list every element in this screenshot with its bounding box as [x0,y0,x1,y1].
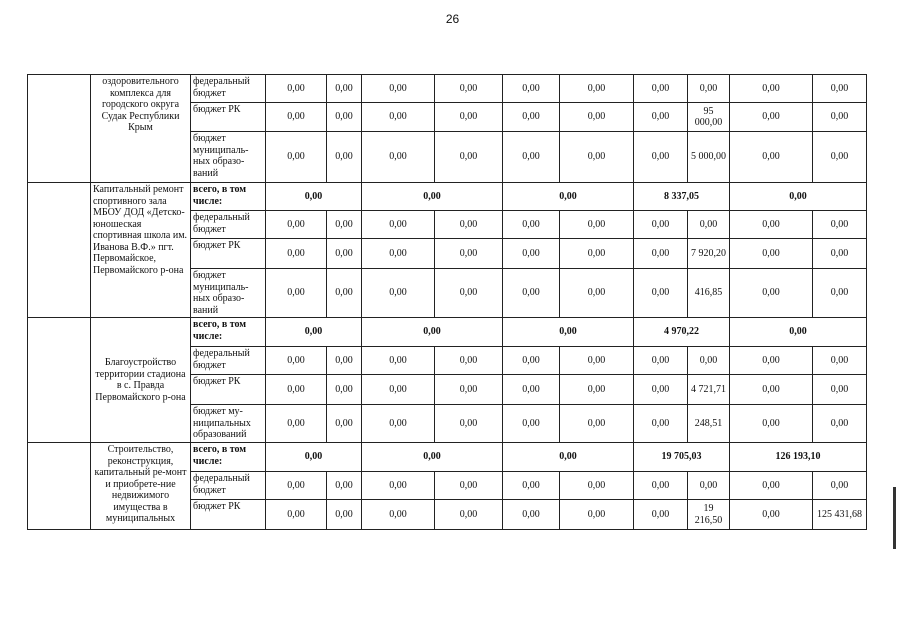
amount-cell: 0,00 [813,132,867,183]
amount-cell: 0,00 [634,75,688,103]
amount-cell: 0,00 [730,103,813,132]
amount-cell: 0,00 [362,375,435,405]
amount-cell: 0,00 [362,239,435,269]
amount-cell: 0,00 [503,500,560,530]
amount-cell: 0,00 [503,472,560,500]
amount-cell: 0,00 [266,239,327,269]
table-row [28,443,905,472]
measure-description: оздоровительного комплекса для городского округа Судак Республики Крым [91,75,191,183]
amount-cell: 0,00 [503,405,560,443]
amount-cell: 0,00 [730,211,813,239]
funding-source: бюджет му-ниципальных образований [191,405,266,443]
amount-cell: 0,00 [327,405,362,443]
amount-cell: 0,00 [327,75,362,103]
amount-cell: 0,00 [435,500,503,530]
amount-cell: 4 721,71 [688,375,730,405]
amount-cell: 0,00 [634,347,688,375]
amount-cell: 0,00 [503,375,560,405]
amount-cell: 0,00 [503,75,560,103]
row-index-cell [28,183,91,318]
amount-cell: 0,00 [503,132,560,183]
amount-cell: 0,00 [730,239,813,269]
amount-cell: 0,00 [560,75,634,103]
amount-cell: 0,00 [435,132,503,183]
total-amount-cell: 0,00 [503,318,634,347]
amount-cell: 0,00 [813,472,867,500]
amount-cell: 0,00 [435,75,503,103]
funding-source: федеральный бюджет [191,211,266,239]
amount-cell: 0,00 [327,347,362,375]
amount-cell: 0,00 [362,269,435,318]
amount-cell: 0,00 [560,211,634,239]
row-index-cell [28,318,91,443]
amount-cell: 0,00 [813,103,867,132]
amount-cell: 0,00 [266,75,327,103]
amount-cell: 0,00 [730,405,813,443]
amount-cell: 0,00 [435,239,503,269]
amount-cell: 0,00 [560,132,634,183]
amount-cell: 0,00 [634,375,688,405]
amount-cell: 0,00 [362,211,435,239]
amount-cell: 0,00 [560,500,634,530]
amount-cell: 5 000,00 [688,132,730,183]
amount-cell: 0,00 [503,211,560,239]
amount-cell: 0,00 [688,211,730,239]
amount-cell: 0,00 [327,239,362,269]
funding-source: бюджет РК [191,375,266,405]
amount-cell: 0,00 [362,472,435,500]
measure-description: Капитальный ремонт спортивного зала МБОУ ДОД «Детско-юношеская спортивная школа им. Иванова В.Ф.» пгт. Первомайское, Первомайского р-она [91,183,191,318]
row-index-cell [28,443,91,530]
amount-cell: 0,00 [560,103,634,132]
amount-cell: 0,00 [688,472,730,500]
measure-description: Строительство, реконструкция, капитальный ре-монт и приобрете-ние недвижимого имущества в муниципальных [91,443,191,530]
amount-cell: 0,00 [435,405,503,443]
amount-cell: 0,00 [560,472,634,500]
amount-cell: 0,00 [634,103,688,132]
amount-cell: 0,00 [813,211,867,239]
amount-cell: 0,00 [266,269,327,318]
measure-description: Благоустройство территории стадиона в с. Правда Первомайского р-она [91,318,191,443]
amount-cell: 0,00 [266,375,327,405]
amount-cell: 0,00 [327,269,362,318]
amount-cell: 0,00 [730,347,813,375]
amount-cell: 0,00 [730,375,813,405]
amount-cell: 0,00 [503,269,560,318]
amount-cell: 0,00 [435,211,503,239]
total-amount-cell: 0,00 [266,443,362,472]
page-number: 26 [445,12,460,26]
budget-table [27,74,905,530]
amount-cell: 0,00 [327,211,362,239]
amount-cell: 0,00 [435,269,503,318]
total-amount-cell: 0,00 [362,318,503,347]
amount-cell: 0,00 [634,269,688,318]
amount-cell: 0,00 [813,75,867,103]
amount-cell: 0,00 [634,132,688,183]
funding-source: бюджет РК [191,239,266,269]
funding-source: федеральный бюджет [191,472,266,500]
amount-cell: 0,00 [730,75,813,103]
total-amount-cell: 126 193,10 [730,443,867,472]
row-index-cell [28,75,91,183]
funding-source: всего, в том числе: [191,318,266,347]
funding-source: бюджет РК [191,103,266,132]
funding-source: федеральный бюджет [191,75,266,103]
total-amount-cell: 4 970,22 [634,318,730,347]
amount-cell: 416,85 [688,269,730,318]
amount-cell: 0,00 [362,75,435,103]
amount-cell: 125 431,68 [813,500,867,530]
amount-cell: 0,00 [503,347,560,375]
total-amount-cell: 0,00 [362,443,503,472]
amount-cell: 0,00 [634,239,688,269]
amount-cell: 0,00 [560,347,634,375]
amount-cell: 0,00 [634,405,688,443]
amount-cell: 0,00 [503,103,560,132]
amount-cell: 0,00 [688,75,730,103]
amount-cell: 0,00 [327,500,362,530]
total-amount-cell: 0,00 [266,318,362,347]
amount-cell: 0,00 [266,103,327,132]
total-amount-cell: 0,00 [503,183,634,211]
funding-source: федеральный бюджет [191,347,266,375]
total-amount-cell: 8 337,05 [634,183,730,211]
amount-cell: 0,00 [266,132,327,183]
amount-cell: 0,00 [813,269,867,318]
table-row [28,183,905,211]
amount-cell: 0,00 [730,132,813,183]
amount-cell: 248,51 [688,405,730,443]
total-amount-cell: 0,00 [503,443,634,472]
amount-cell: 0,00 [362,500,435,530]
total-amount-cell: 0,00 [362,183,503,211]
amount-cell: 0,00 [327,375,362,405]
amount-cell: 0,00 [435,375,503,405]
funding-source: бюджет муниципаль-ных образо-ваний [191,269,266,318]
amount-cell: 0,00 [327,132,362,183]
budget-table-body [28,75,905,530]
amount-cell: 0,00 [362,103,435,132]
amount-cell: 0,00 [266,500,327,530]
funding-source: всего, в том числе: [191,183,266,211]
amount-cell: 0,00 [503,239,560,269]
amount-cell: 0,00 [813,347,867,375]
amount-cell: 0,00 [560,269,634,318]
amount-cell: 0,00 [560,239,634,269]
total-amount-cell: 19 705,03 [634,443,730,472]
amount-cell: 0,00 [327,103,362,132]
amount-cell: 0,00 [634,500,688,530]
amount-cell: 0,00 [266,405,327,443]
amount-cell: 0,00 [813,239,867,269]
amount-cell: 0,00 [813,375,867,405]
amount-cell: 0,00 [435,472,503,500]
amount-cell: 0,00 [688,347,730,375]
amount-cell: 0,00 [266,347,327,375]
amount-cell: 95 000,00 [688,103,730,132]
amount-cell: 0,00 [634,472,688,500]
amount-cell: 0,00 [730,472,813,500]
amount-cell: 0,00 [266,472,327,500]
amount-cell: 0,00 [362,347,435,375]
amount-cell: 19 216,50 [688,500,730,530]
funding-source: всего, в том числе: [191,443,266,472]
amount-cell: 0,00 [813,405,867,443]
total-amount-cell: 0,00 [266,183,362,211]
funding-source: бюджет муниципаль-ных образо-ваний [191,132,266,183]
amount-cell: 0,00 [266,211,327,239]
total-amount-cell: 0,00 [730,318,867,347]
amount-cell: 0,00 [560,405,634,443]
amount-cell: 0,00 [730,269,813,318]
amount-cell: 7 920,20 [688,239,730,269]
page-edge-mark [893,487,896,549]
funding-source: бюджет РК [191,500,266,530]
amount-cell: 0,00 [362,405,435,443]
amount-cell: 0,00 [634,211,688,239]
total-amount-cell: 0,00 [730,183,867,211]
table-row [28,75,905,103]
amount-cell: 0,00 [327,472,362,500]
amount-cell: 0,00 [435,347,503,375]
amount-cell: 0,00 [560,375,634,405]
amount-cell: 0,00 [435,103,503,132]
table-row [28,318,905,347]
amount-cell: 0,00 [730,500,813,530]
amount-cell: 0,00 [362,132,435,183]
